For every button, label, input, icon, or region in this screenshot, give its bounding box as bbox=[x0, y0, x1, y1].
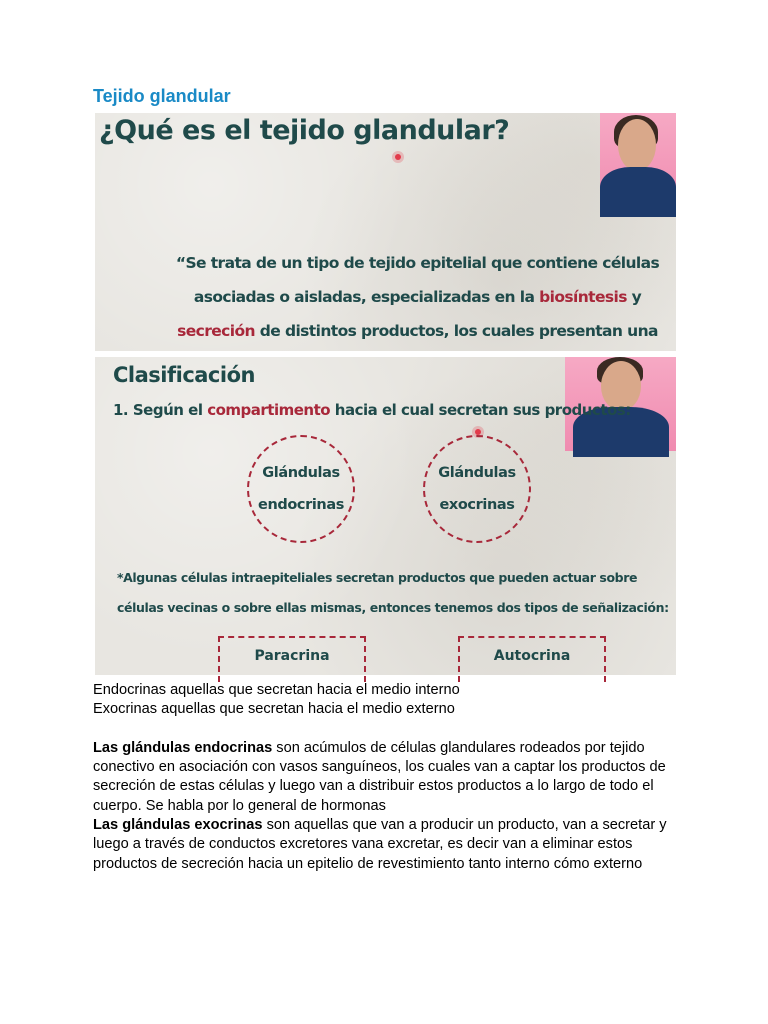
person-body bbox=[600, 167, 676, 217]
circle-label: Glándulas bbox=[438, 465, 516, 481]
classification-criterion bbox=[113, 401, 631, 419]
quote-text: de distintos productos, los cuales presentan una bbox=[259, 322, 658, 340]
circle-label: endocrinas bbox=[258, 497, 344, 513]
circle-endocrine bbox=[247, 435, 355, 543]
circle-exocrine bbox=[423, 435, 531, 543]
paragraph-text: son acúmulos de células glandulares rodeados por tejido conectivo en asociación con vasos sanguíneos, los cuales van a captar los productos de secreción de estas células y luego van a distribuir estos productos a lo largo de todo el cuerpo. Se habla por lo general de hormonas bbox=[93, 739, 666, 814]
section-heading: Tejido glandular bbox=[93, 86, 231, 106]
criterion-text: 1. Según el bbox=[113, 401, 208, 419]
cursor-pointer-dot bbox=[395, 154, 401, 160]
exocrine-summary: Exocrinas aquellas que secretan hacia el medio externo bbox=[93, 701, 455, 718]
quote-highlight-biosintesis: biosíntesis bbox=[539, 288, 627, 306]
webcam-overlay bbox=[600, 113, 676, 213]
paragraph-text: son aquellas que van a producir un producto, van a secretar y luego a través de conductos excretores vana excretar, es decir van a eliminar estos productos de secreción hacia un epitelio de revestimiento tanto interno cómo externo bbox=[93, 817, 667, 872]
paragraph-spacer bbox=[93, 720, 683, 739]
circle-label: exocrinas bbox=[439, 497, 515, 513]
quote-text: “Se trata de un tipo de tejido epitelial que contiene células asociadas o aisladas, especializadas en la bbox=[175, 254, 660, 306]
slide-title: Clasificación bbox=[113, 363, 255, 387]
signaling-note: *Algunas células intraepiteliales secretan productos que pueden actuar sobre células vecinas o sobre ellas mismas, entonces tenemos dos tipos de señalización: bbox=[117, 570, 669, 615]
box-label: Paracrina bbox=[254, 648, 330, 664]
exocrine-paragraph bbox=[93, 816, 683, 874]
person-head bbox=[618, 119, 656, 171]
box-label: Autocrina bbox=[493, 648, 571, 664]
box-autocrine bbox=[458, 636, 606, 682]
slide-image-what-is bbox=[95, 113, 676, 351]
circle-label: Glándulas bbox=[262, 465, 340, 481]
box-paracrine bbox=[218, 636, 366, 682]
endocrine-summary: Endocrinas aquellas que secretan hacia el medio interno bbox=[93, 682, 460, 698]
criterion-text: hacia el cual secretan sus productos: bbox=[330, 401, 631, 419]
term-bold: Las glándulas endocrinas bbox=[93, 739, 273, 756]
criterion-highlight: compartimento bbox=[207, 401, 331, 419]
quote-text: y bbox=[626, 288, 642, 306]
slide-image-classification bbox=[95, 357, 676, 675]
term-bold: Las glándulas exocrinas bbox=[93, 817, 263, 834]
slide-title: ¿Qué es el tejido glandular? bbox=[99, 115, 510, 146]
quote-highlight-secrecion: secreción bbox=[177, 322, 255, 340]
endocrine-paragraph bbox=[93, 739, 683, 816]
document-body bbox=[93, 681, 683, 874]
